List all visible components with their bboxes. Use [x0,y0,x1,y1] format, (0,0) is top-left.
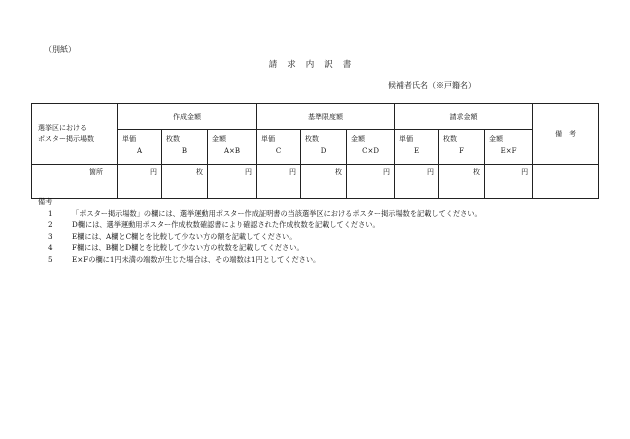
document-title: 請求内訳書 [268,60,362,70]
poster-sites-header [32,104,118,165]
cell-place-unit: 箇所 [32,165,118,199]
cell-remarks [533,165,599,199]
notes-heading: 備考 [38,197,53,206]
note-item: 2 D欄には、選挙運動用ポスター作成枚数確認書により確認された作成枚数を記載してください。 [48,220,380,230]
col-unit-price-c: 単価 C [257,130,301,165]
candidate-name-label: 候補者氏名（※戸籍名） [388,81,476,90]
cell-unit-price-c: 円 [257,165,301,199]
notes-section [39,196,482,266]
col-unit-price-e: 単価 E [395,130,439,165]
col-count-f: 枚数 F [439,130,485,165]
note-item: 1 「ポスター掲示場数」の欄には、選挙運動用ポスター作成証明書の当該選挙区におけるポスター掲示場数を記載してください。 [48,208,482,218]
request-breakdown-table [31,103,599,199]
col-amount-cxd: 金額 C×D [347,130,395,165]
cell-unit-price-e: 円 [395,165,439,199]
poster-sites-header-line2: ポスター掲示場数 [38,135,94,143]
cell-unit-price-a: 円 [118,165,162,199]
request-amount-header: 請求金額 [395,104,533,130]
col-count-d: 枚数 D [301,130,347,165]
col-amount-exf: 金額 E×F [485,130,533,165]
annex-label: （別紙） [44,45,76,54]
cell-amount-cxd: 円 [347,165,395,199]
cell-count-f: 枚 [439,165,485,199]
standard-limit-header: 基準限度額 [257,104,395,130]
note-item: 5 E×Fの欄に1円未満の端数が生じた場合は、その端数は1円としてください。 [48,254,321,264]
col-unit-price-a: 単価 A [118,130,162,165]
cell-count-d: 枚 [301,165,347,199]
cell-count-b: 枚 [162,165,208,199]
note-item: 4 F欄には、B欄とD欄とを比較して少ない方の枚数を記載してください。 [48,243,304,253]
cell-amount-axb: 円 [208,165,257,199]
poster-sites-header-line1: 選挙区における [38,124,87,132]
production-amount-header: 作成金額 [118,104,257,130]
cell-amount-exf: 円 [485,165,533,199]
col-amount-axb: 金額 A×B [208,130,257,165]
col-count-b: 枚数 B [162,130,208,165]
remarks-header: 備 考 [533,104,599,165]
note-item: 3 E欄には、A欄とC欄とを比較して少ない方の額を記載してください。 [48,231,297,241]
